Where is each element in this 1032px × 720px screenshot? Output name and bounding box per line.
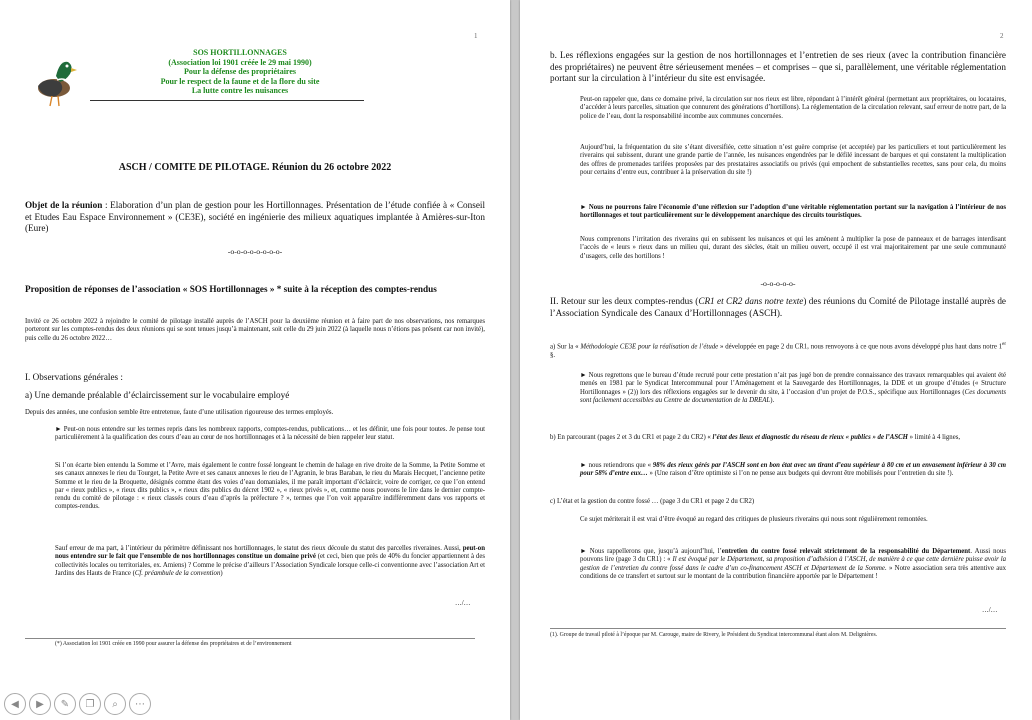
regret-bullet xyxy=(580,372,1006,405)
italic-span: Il est évoqué par le Département, sa proposition d’adhésion à l’ASCH, de manière à ce que cette dernière puisse avoir la gestion de l’entretien du contre fossé dans le cadre d’un co-financement ASCH et Département de la Somme xyxy=(580,556,1006,572)
continued-marker: …/… xyxy=(982,607,998,614)
association-header xyxy=(120,48,360,96)
text-span: II. Retour sur les deux comptes-rendus ( xyxy=(550,296,699,306)
page-number: 1 xyxy=(474,32,478,40)
italic-span: Cf. préambule de la convention xyxy=(134,569,221,577)
document-page-2 xyxy=(520,0,1032,720)
bullet-paragraph: ► Peut-on nous entendre sur les termes repris dans les nombreux rapports, comptes-rendus, publications… et les définir, une fois pour toutes. Je pense tout particulièrement à la qualification des cours d’eau au cœur de nos hortillonnages et à la nécessité de bien rappeler leur statut. xyxy=(55,426,485,442)
objet-label: Objet de la réunion xyxy=(25,200,103,210)
bold-italic-span: 98% des rieux gérés par l’ASCH sont en bon état avec un tirant d’eau supérieur à 80 cm et un envasement inférieur à 30 cm pour 58% d’entre eux… xyxy=(580,462,1006,478)
methodologie-paragraph xyxy=(550,341,1006,360)
footnote: (*) Association loi 1901 créée en 1990 pour assurer la défense des propriétaires et de l’environnement xyxy=(55,641,292,647)
header-line: Pour le respect de la faune et de la flore du site xyxy=(160,76,320,86)
back-icon[interactable]: ◀ xyxy=(4,693,26,715)
statut-paragraph xyxy=(55,545,485,578)
text-span: Sauf erreur de ma part, à l’intérieur du périmètre définissant nos hortillonnages, le statut des rieux découle du statut des parcelles riveraines. Aussi, xyxy=(55,545,463,552)
more-icon[interactable]: ⋯ xyxy=(129,693,151,715)
text-span: ) des réunions du Comité de Pilotage installé auprès de l’Association Syndicale des Canaux d’Hortillonnages (ASCH). xyxy=(550,296,1007,318)
text-span: » limité à 4 lignes, xyxy=(907,434,961,441)
objet-paragraph xyxy=(25,200,485,235)
depuis-paragraph: Depuis des années, une confusion semble être entretenue, faute d’une utilisation rigoureuse des termes employés. xyxy=(25,409,334,416)
page-number: 2 xyxy=(1000,32,1004,40)
continued-marker: …/… xyxy=(455,600,471,607)
objet-text: : Elaboration d’un plan de gestion pour les Hortillonnages. Présentation de l’étude confiée à « Conseil et Etudes Eau Espace Environnement » (CE3E), société en ingénierie des milieux aquatiques implantée à Amières-sur-Iton (Eure) xyxy=(25,200,485,233)
irritation-paragraph: Nous comprenons l’irritation des riverains qui en subissent les nuisances et qui les amènent à multiplier la pose de panneaux et de barrages interdisant l’accès de « leurs » rieux dans un milieu qui, durant des siècles, était un milieu ouvert, occupé il est vrai majoritairement par une seule communauté d’usagers, celle des hortillons ! xyxy=(580,236,1006,260)
aujourdhui-paragraph: Aujourd’hui, la fréquentation du site s’étant diversifiée, cette situation n’est guère comprise (et acceptée) par les particuliers et tout particulièrement les riverains qui subissent, durant une grande partie de l’année, les nuisances engendrées par le défilé incessant de barques et qui constatent la multiplication des offres de promenades tarifées proposées par des prestataires associatifs ou privés (qui empochent de substantielles recettes, sans pour cela, du moins pour certains d’entre eux, contribuer à la préservation du site !) xyxy=(580,144,1006,176)
section-heading: I. Observations générales : xyxy=(25,372,123,382)
viewer-toolbar xyxy=(4,692,151,716)
subsection-heading: a) Une demande préalable d’éclaircissement sur le vocabulaire employé xyxy=(25,390,290,400)
bold-span: entretien du contre fossé relevait strictement de la responsabilité du Département xyxy=(721,548,971,555)
text-span: ► Nous rappellerons que, jusqu’à aujourd’hui, l’ xyxy=(580,548,722,555)
sujet-paragraph: Ce sujet mériterait il est vrai d’être évoqué au regard des critiques de plusieurs riverains qui nous sont régulièrement remontées. xyxy=(580,516,928,523)
rieux-paragraph: Si l’on écarte bien entendu la Somme et l’Avre, mais également le contre fossé longeant le chemin de halage en rive droite de la Somme, la Petite Somme et ses canaux annexes le rieu du Tourget, la Petite Avre et ses canaux annexes le rieu de l’Agranin, le bras Baraban, le rieu du Marais Hecquet, l’ancienne petite Somme et le rieu de la Broquette, désignés comme étant des voies d’eau domaniales, il me paraît important d’éclaircir, voire de corriger, ce que l’on entend par « rieux publics », « rieux dits publics », « rieux dits publics du décret 1902 », « rieux privés », et, comme nous pouvons le lire dans le dernier compte-rendu du comité de pilotage : « rieux classés cours d’eau d’après la préfecture ? », termes que l’on voit apparaître indifféremment dans vos rapports et comptes-rendus. xyxy=(55,462,485,511)
italic-span: Ces documents sont facilement accessibles au Centre de documentation de la DREAL xyxy=(580,388,1006,404)
text-span: . » Notre association sera très attentive aux conditions de ce transfert et surtout sur le montant de la contribution financière apportée par le Département ! xyxy=(580,564,1007,580)
etat-des-lieux-paragraph xyxy=(550,434,1006,442)
text-span: a) Sur la « xyxy=(550,343,581,351)
contre-fosse-heading: c) L’état et la gestion du contre fossé … (page 3 du CR1 et page 2 du CR2) xyxy=(550,498,755,505)
text-span: ). xyxy=(770,396,775,404)
header-rule xyxy=(90,100,364,101)
footnote-rule xyxy=(25,638,475,639)
header-line: (Association loi 1901 créée le 29 mai 1990) xyxy=(168,57,312,67)
intro-paragraph: Invité ce 26 octobre 2022 à rejoindre le comité de pilotage installé auprès de l’ASCH pour la deuxième réunion et à faire part de nos observations, nos remarques porteront sur les comptes-rendus des deux réunions qui se sont tenues jusqu’à maintenant, soit celle du 29 juin 2022 (à laquelle nous n’étions pas présent car non invité), puis celle du 26 octobre 2022… xyxy=(25,318,485,342)
separator: -o-o-o-o-o- xyxy=(760,279,796,288)
text-span: §. xyxy=(550,351,556,359)
zoom-icon[interactable]: ⌕ xyxy=(104,693,126,715)
bold-span: peut-on nous entendre sur le fait que l’ensemble de nos hortillonnages constitue un domaine privé xyxy=(55,545,485,561)
text-span: ► nous retiendrons que « xyxy=(580,462,653,469)
text-span: . Aussi nous pouvons lire (page 3 du CR1) : « xyxy=(580,548,1006,564)
pen-icon[interactable]: ✎ xyxy=(54,693,76,715)
text-span: ► Nous regrettons que le bureau d’étude recruté pour cette prestation n’ait pas jugé bon de prendre connaissance des travaux remarquables qui avaient été menés en 1981 par le Syndicat Intercommunal pour l’Aménagement et la Sauvegarde des Hortillonnages, la DDE et un groupe d’études (« Structure Hortillonnages » (2)) lors des réflexions engagées sur le devenir du site, à l’occasion d’un projet de P.O.S., spécifique aux Hortillonnages ( xyxy=(580,372,1006,396)
peut-on-paragraph: Peut-on rappeler que, dans ce domaine privé, la circulation sur nos rieux est libre, répondant à l’intérêt général (permettant aux propriétaires, ou locataires, d’accéder à leurs parcelles, situation que connurent des générations d’hortillons). La réglementation de la circulation relevant, sauf erreur de notre part, de la police de l’eau, dont la responsabilité incombe aux communes concernées. xyxy=(580,96,1006,120)
superscript: er xyxy=(1002,342,1006,347)
italic-span: CR1 et CR2 dans notre texte xyxy=(698,296,804,306)
header-line: La lutte contre les nuisances xyxy=(191,86,289,95)
section-heading xyxy=(550,296,1006,319)
text-span: » développée en page 2 du CR1, nous renvoyons à ce que nous avons développé plus haut dans notre 1 xyxy=(718,343,1003,351)
text-span: b) En parcourant (pages 2 et 3 du CR1 et page 2 du CR2) « xyxy=(550,434,713,441)
document-page-1 xyxy=(0,0,510,720)
text-span: (et ceci, bien que près de 40% du foncier appartiennent à des collectivités locales ou territoriales, ex. Amiens) ? Comme le précise d’ailleurs l’Association Syndicale lorsque celle-ci conventionne avec l’association Art et Jardins des Hauts de France ( xyxy=(55,553,485,577)
header-line: SOS HORTILLONNAGES xyxy=(193,48,287,57)
rappellerons-bullet xyxy=(580,548,1006,581)
reglementation-bullet: ► Nous ne pourrons faire l’économie d’une réflexion sur l’adoption d’une véritable réglementation portant sur la navigation à l’intérieur de nos hortillonnages et tout particulièrement sur le développement anarchique des circuits touristiques. xyxy=(580,204,1006,220)
proposition-title: Proposition de réponses de l’association « SOS Hortillonnages » * suite à la réception des comptes-rendus xyxy=(25,284,437,294)
forward-icon[interactable]: ▶ xyxy=(29,693,51,715)
italic-span: Méthodologie CE3E pour la réalisation de l’étude xyxy=(580,343,719,351)
page-title: ASCH / COMITE DE PILOTAGE. Réunion du 26 octobre 2022 xyxy=(118,162,392,173)
duck-logo-icon xyxy=(26,46,78,116)
footnote-rule xyxy=(550,628,1006,629)
text-span: » (Une raison d’être optimiste si l’on ne pense aux budgets qui devront être mobilisés pour l’entretien du site !). xyxy=(647,470,954,478)
retiendrons-bullet xyxy=(580,462,1006,479)
separator: -o-o-o-o-o-o-o-o- xyxy=(227,247,283,256)
text-span: ) xyxy=(220,569,223,577)
footnote: (1). Groupe de travail piloté à l’époque par M. Carouge, maire de Rivery, le Président du Syndicat intercommunal étant alors M. Delignières. xyxy=(550,632,878,638)
header-line: Pour la défense des propriétaires xyxy=(184,67,296,76)
italic-span: l’état des lieux et diagnostic du réseau de rieux « publics » de l’ASCH xyxy=(712,434,908,441)
circulation-paragraph: b. Les réflexions engagées sur la gestion de nos hortillonnages et l’entretien de ses rieux (avec la contribution financière des propriétaires) ne peuvent être sérieusement menées – et comprises – que si, parallèlement, une véritable réglementation portant sur la circulation à l’intérieur du site est envisagée. xyxy=(550,50,1006,83)
copy-icon[interactable]: ❐ xyxy=(79,693,101,715)
